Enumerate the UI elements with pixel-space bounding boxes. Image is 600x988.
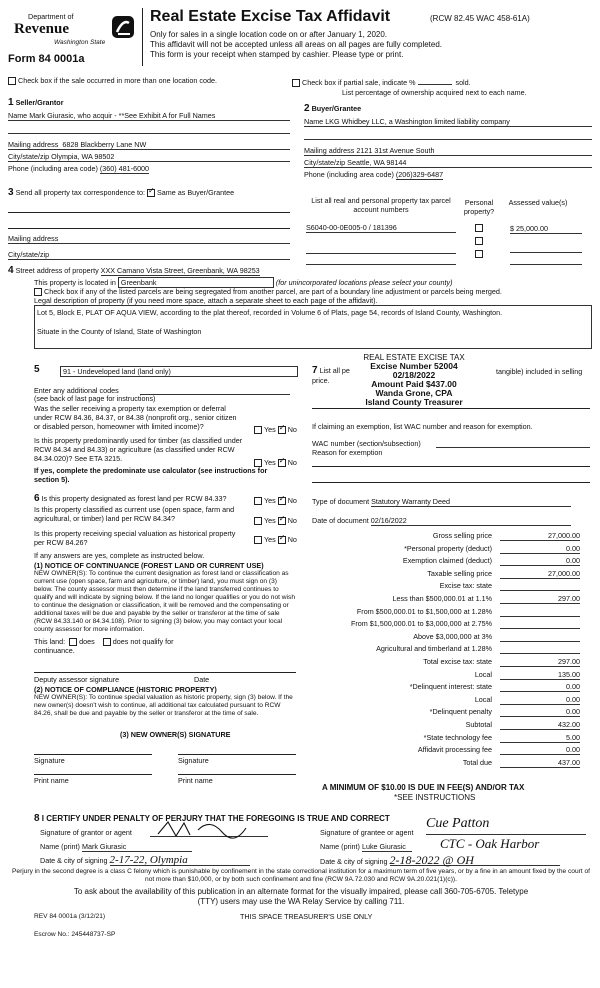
grantee-name-label: Name (print) [320,842,360,851]
calc-label: Above $3,000,000 at 3% [413,631,492,641]
perjury-notice: Perjury in the second degree is a class C felony which is punishable by confinement in the state correctional institution for a maximum term of five years, or by a fine in an amount fixed by the court of not more than $10,000, or by both such confinement and fine (RCW 9A.72.030 and RCW 9A.20.021(1)(c)). [12,868,590,883]
personal-property-line [312,366,350,375]
historic-yes-label: Yes [264,535,276,544]
continuance-text: NEW OWNER(S): To continue the current designation as forest land or classification as current use (open space, farm and agriculture, or timber) land, you must sign on (3) below. The county assessor must then determine if the land transferred continues to qualify and will indicate by signing below. If the land no longer qualifies or you do not wish to continue the designation or classification, it will be removed and the compensating or additional taxes will be due and payable by the seller or transferor at the time of sale (RCW 84.33.140 or 84.34.108). Prior to signing (3) below, you may contact your local county assessor for more information. [34,570,295,633]
calc-value[interactable]: 297.00 [500,657,580,667]
grantor-name-label: Name (print) [40,842,80,851]
does-not-checkbox[interactable] [103,638,111,646]
buyer-mail-label: Mailing address [304,146,355,155]
buyer-name-field[interactable] [304,117,592,127]
calc-value[interactable] [500,607,580,617]
list-all-label: List all pe [319,366,350,375]
deputy-date-label: Date [194,675,210,684]
assessed-value-1[interactable]: $ 25,000.00 [510,224,582,234]
exemption-no-label: No [287,425,297,434]
document-type-label: Type of document [312,497,370,506]
located-in-label: This property is located in [34,278,116,287]
list-percentage-note: List percentage of ownership acquired next to each name. [342,88,527,97]
header-divider [142,8,143,66]
personal-property-checkbox-2[interactable] [475,237,483,245]
alt-format-2: (TTY) users may use the WA Relay Service by calling 711. [197,897,405,906]
calc-label: Total excise tax: state [423,657,492,666]
document-type-value[interactable]: Statutory Warranty Deed [371,497,571,507]
multi-location-checkbox[interactable] [8,76,217,85]
grantor-signature-scribble [150,820,268,840]
calc-label: *Personal property (deduct) [404,543,492,553]
price-label: price. [312,376,330,385]
corr-mail-label: Mailing address [8,234,59,243]
grantee-name[interactable]: Luke Giurasic [362,842,412,852]
logo-state: Washington State [54,39,106,46]
reason-line-2 [312,482,590,483]
buyer-phone: (206)329-6487 [395,170,444,179]
parcel-header: List all real and personal property tax parcel account numbers [311,196,451,214]
forest-yes-no[interactable] [254,496,297,505]
calc-value[interactable] [500,619,580,629]
section-1-number: 1 [8,97,14,108]
header-line2: This affidavit will not be accepted unless all areas on all pages are fully completed. [150,40,443,49]
continuance-word: continuance. [34,646,75,655]
unincorporated-note: (for unincorporated locations please select your county) [275,278,453,287]
exemption-question: Was the seller receiving a property tax exemption or deferral under RCW 84.36, 84.37, or 84.38 (nonprofit org., senior citizen or disabled person, homeowner with limited income)? [34,404,237,431]
corr-city-field[interactable] [8,250,290,260]
corr-line-2 [8,228,290,229]
assessed-value-3[interactable] [510,256,582,265]
corr-city-label: City/state/zip [8,250,50,259]
grantor-name[interactable]: Mark Giurasic [82,842,192,852]
grantor-date-city[interactable]: 2-17-22, Olympia [110,856,250,866]
seller-city: Olympia, WA 98502 [51,152,115,161]
legal-description-heading: Legal description of property (if you need more space, attach a separate sheet to each page of the affidavit). [34,296,378,305]
seller-section [8,98,290,173]
street-address-label: Street address of property [15,266,99,275]
document-date-label: Date of document [312,516,369,525]
stamp-amount: Amount Paid $437.00 [371,379,457,389]
assessed-value-header: Assessed value(s) [508,198,568,207]
seller-phone: (360) 481-6000 [99,164,150,173]
corr-mail-field[interactable] [8,234,290,244]
calc-value[interactable]: 0.00 [500,695,580,705]
grantor-signature[interactable] [150,820,268,837]
calc-label: Excise tax: state [439,581,492,591]
calc-label: Local [474,694,492,704]
calc-label: From $1,500,000.01 to $3,000,000 at 2.75% [350,619,492,629]
seller-phone-label: Phone (including area code) [8,164,98,173]
buyer-name-label: Name [304,117,324,126]
grantee-signature[interactable] [426,816,586,835]
personal-property-checkbox-1[interactable] [475,224,483,232]
correspondence-line [8,188,234,197]
calc-label: Taxable selling price [427,568,492,578]
document-date-value[interactable]: 02/16/2022 [371,516,571,526]
seller-name-field[interactable] [8,111,290,121]
minimum-due-note: A MINIMUM OF $10.00 IS DUE IN FEE(S) AND/OR TAX [322,783,525,792]
sig-line-1 [34,754,152,755]
calc-value[interactable]: 135.00 [500,670,580,680]
grantee-signature-text: Cue Patton [426,816,490,831]
predominate-use-note: If yes, complete the predominate use calculator (see instructions for section 5). [34,466,268,484]
calc-label: Gross selling price [432,531,492,540]
deputy-signature-label: Deputy assessor signature [34,675,120,684]
document-date-row [312,516,571,526]
forest-question [34,494,244,503]
additional-codes-note: (see back of last page for instructions) [34,394,156,403]
calc-label: Exemption claimed (deduct) [402,556,492,566]
section-7-number: 7 [312,365,318,376]
header-line3: This form is your receipt when stamped by cashier. Please type or print. [150,50,404,59]
seller-mail: 6828 Blackberry Lane NW [62,140,147,149]
same-as-buyer-checkbox[interactable] [147,189,155,197]
reason-line-1 [312,466,590,467]
calc-value[interactable]: 0.00 [500,707,580,717]
calc-value[interactable]: 5.00 [500,733,580,743]
grantee-name-row [320,842,412,852]
stamp-heading: REAL ESTATE EXCISE TAX [363,353,465,362]
dor-logo [8,6,136,50]
corr-line-1 [8,212,290,213]
buyer-section [304,104,592,179]
legal-description-2: Situate in the County of Island, State of Washington [37,327,202,336]
form-number: Form 84 0001a [8,53,85,65]
stamp-officer: Wanda Grone, CPA [375,388,453,398]
continuance-heading: (1) NOTICE OF CONTINUANCE (FOREST LAND OR CURRENT USE) [34,561,264,570]
exemption-yes-no[interactable] [254,425,297,434]
exemption-yes-label: Yes [264,425,276,434]
does-checkbox[interactable] [69,638,77,646]
print-name-label-1: Print name [34,776,69,785]
street-address[interactable]: XXX Camano Vista Street, Greenbank, WA 98253 [100,266,260,275]
timber-no-label: No [287,458,297,467]
grantor-date-row [40,856,250,866]
rev-number: REV 84 0001a (3/12/21) [34,913,106,920]
grantee-office: CTC - Oak Harbor [440,836,540,851]
any-yes-note: If any answers are yes, complete as instructed below. [34,551,205,560]
current-use-question: Is this property classified as current use (open space, farm and agricultural, or timber) land per RCW 84.34? [34,505,235,523]
seller-name: Mark Giurasic, who acquir - **See Exhibit A for Full Names [29,111,216,120]
buyer-city: Seattle, WA 98144 [347,158,407,167]
pp-line-1 [312,408,590,409]
historic-question: Is this property receiving special valuation as historical property per RCW 84.26? [34,529,236,547]
signature-label-2: Signature [178,756,209,765]
forest-yes-label: Yes [264,496,276,505]
alt-format-1: To ask about the availability of this publication in an alternate format for the visually impaired, please call 360-705-6705. Teletype [73,887,529,896]
legal-description-box[interactable] [34,305,592,349]
seller-mail-label: Mailing address [8,140,59,149]
grantee-date-label: Date & city of signing [320,857,388,866]
calc-label: Agricultural and timberland at 1.28% [376,644,492,654]
does-not-label: does not qualify for [112,637,174,646]
timber-yes-label: Yes [264,458,276,467]
historic-yes-no[interactable] [254,535,297,544]
segregated-checkbox[interactable] [34,287,502,296]
parcel-number-2[interactable] [306,245,456,254]
header-line1: Only for sales in a single location code on or after January 1, 2020. [150,30,388,39]
grantee-sig-label: Signature of grantee or agent [320,828,414,837]
treasurer-stamp [354,353,474,407]
section-4-number: 4 [8,265,14,276]
land-use-value: 91 - Undeveloped land (land only) [63,367,171,376]
personal-property-checkbox-3[interactable] [475,250,483,258]
timber-question: Is this property predominantly used for timber (as classified under RCW 84.34 and 84.33) or agriculture (as classified under RCW 84.34.020)? See ETA 3215. [34,436,243,463]
buyer-mail: 2121 31st Avenue South [356,146,435,155]
this-land-label: This land: [34,637,66,646]
does-label: does [79,637,95,646]
partial-sale-label: Check box if partial sale, indicate % [302,78,416,87]
current-use-no-label: No [287,516,297,525]
form-title: Real Estate Excise Tax Affidavit [150,8,391,25]
parcel-number-1[interactable]: S6040-00-0E005-0 / 181396 [306,223,456,233]
grantee-date-city[interactable]: 2-18-2022 @ OH [390,856,560,866]
section-5-number: 5 [34,364,40,375]
seller-city-label: City/state/zip [8,152,50,161]
seller-name-label: Name [8,111,28,120]
calc-label: Subtotal [465,720,492,729]
calc-value[interactable]: 432.00 [500,720,580,730]
forest-question-text: Is this property designated as forest land per RCW 84.33? [41,494,227,503]
wac-number-label: WAC number (section/subsection) [312,439,421,448]
logo-dept: Department of [28,12,74,21]
buyer-city-field[interactable] [304,158,592,168]
historic-no-label: No [287,535,297,544]
calc-label: *Delinquent penalty [429,707,492,717]
section-6-number: 6 [34,493,40,504]
correspondence-label: Send all property tax correspondence to: [15,188,146,197]
calc-label: From $500,000.01 to $1,500,000 at 1.28% [356,606,492,616]
assessed-value-2[interactable] [510,244,582,253]
buyer-name: LKG Whidbey LLC, a Washington limited liability company [325,117,510,126]
logo-revenue: Revenue [14,21,69,37]
escrow-number: Escrow No.: 245448737-SP [34,931,116,938]
seller-city-field[interactable] [8,152,290,162]
stamp-excise-number: Excise Number 52004 [370,361,458,371]
buyer-city-label: City/state/zip [304,158,346,167]
seller-mail-field[interactable] [8,140,290,150]
reason-label: Reason for exemption [312,448,383,457]
seller-heading: Seller/Grantor [15,98,64,107]
grantor-date-label: Date & city of signing [40,856,108,865]
form-rcw: (RCW 82.45 WAC 458-61A) [430,14,530,23]
calc-value[interactable] [500,581,580,591]
stamp-office: Island County Treasurer [365,397,463,407]
seller-phone-field[interactable] [8,164,290,173]
calc-value[interactable]: 297.00 [500,594,580,604]
location-value: Greenbank [120,278,157,287]
grantor-name-row [40,842,192,852]
section-3-number: 3 [8,187,14,198]
new-owner-sig-heading: (3) NEW OWNER(S) SIGNATURE [120,730,231,739]
tangible-label: tangible) included in selling [496,367,583,376]
stamp-date: 02/18/2022 [392,370,436,380]
print-line-1 [34,774,152,775]
logo-emblem-icon [112,16,134,38]
buyer-heading: Buyer/Grantee [311,104,362,113]
calc-label: *State technology fee [423,732,492,742]
calc-label: Total due [462,757,492,767]
sold-label: sold. [455,78,471,87]
additional-codes-label: Enter any additional codes [34,386,119,395]
calc-value[interactable]: 27,000.00 [500,531,580,541]
calc-label: Affidavit processing fee [417,745,492,755]
section-2-number: 2 [304,103,310,114]
land-use-select[interactable] [60,366,298,377]
buyer-mail-field[interactable] [304,146,592,156]
certify-text: I CERTIFY UNDER PENALTY OF PERJURY THAT THE FOREGOING IS TRUE AND CORRECT [41,814,390,823]
this-land-row [34,637,174,646]
calc-value[interactable]: 0.00 [500,544,580,554]
treasurer-use-only: THIS SPACE TREASURER'S USE ONLY [240,912,373,921]
print-name-label-2: Print name [178,776,213,785]
forest-no-label: No [287,496,297,505]
partial-sale-checkbox[interactable] [292,78,471,87]
calc-label: Less than $500,000.01 at 1.1% [392,594,492,603]
legal-description-1: Lot 5, Block E, PLAT OF AQUA VIEW, according to the plat thereof, recorded in Volume 6 of Plats, page 54, records of Island County, Washington. [37,308,503,317]
segregated-label: Check box if any of the listed parcels are being segregated from another parcel, are part of a boundary line adjustment or parcels being merged. [44,287,502,296]
grantor-sig-label: Signature of grantor or agent [40,828,132,837]
grantee-date-row [320,853,560,867]
section-8-number: 8 [34,813,40,824]
current-use-yes-label: Yes [264,516,276,525]
multi-location-label: Check box if the sale occurred in more than one location code. [18,76,217,85]
calc-value[interactable] [500,644,580,654]
calc-label: *Delinquent interest: state [409,682,492,692]
buyer-phone-field[interactable] [304,170,592,179]
street-address-line [8,266,260,275]
see-instructions: *SEE INSTRUCTIONS [394,793,476,802]
compliance-text: NEW OWNER(S): To continue special valuation as historic property, sign (3) below. If the new owner(s) doesn't wish to continue, all additional tax calculated pursuant to RCW 84.26, shall be due and payable by the seller or transferor at the time of sale. [34,694,293,717]
current-use-yes-no[interactable] [254,516,297,525]
same-as-buyer-label: Same as Buyer/Grantee [157,188,235,197]
calc-value[interactable]: 0.00 [500,745,580,755]
calc-value[interactable]: 0.00 [500,556,580,566]
calc-value[interactable]: 437.00 [500,758,580,768]
wac-number-input[interactable] [436,439,590,448]
exemption-wac-note: If claiming an exemption, list WAC number and reason for exemption. [312,422,533,431]
calc-value[interactable] [500,632,580,642]
compliance-heading: (2) NOTICE OF COMPLIANCE (HISTORIC PROPERTY) [34,685,217,694]
calc-label: Local [474,669,492,679]
personal-property-header: Personal property? [463,198,495,216]
signature-label-1: Signature [34,756,65,765]
deputy-sig-line [34,672,296,673]
additional-codes-input[interactable] [140,386,290,395]
calc-value[interactable]: 27,000.00 [500,569,580,579]
sig-line-2 [178,754,296,755]
buyer-phone-label: Phone (including area code) [304,170,394,179]
print-line-2 [178,774,296,775]
document-type-row [312,497,571,507]
calc-value[interactable]: 0.00 [500,682,580,692]
parcel-number-3[interactable] [306,256,456,265]
